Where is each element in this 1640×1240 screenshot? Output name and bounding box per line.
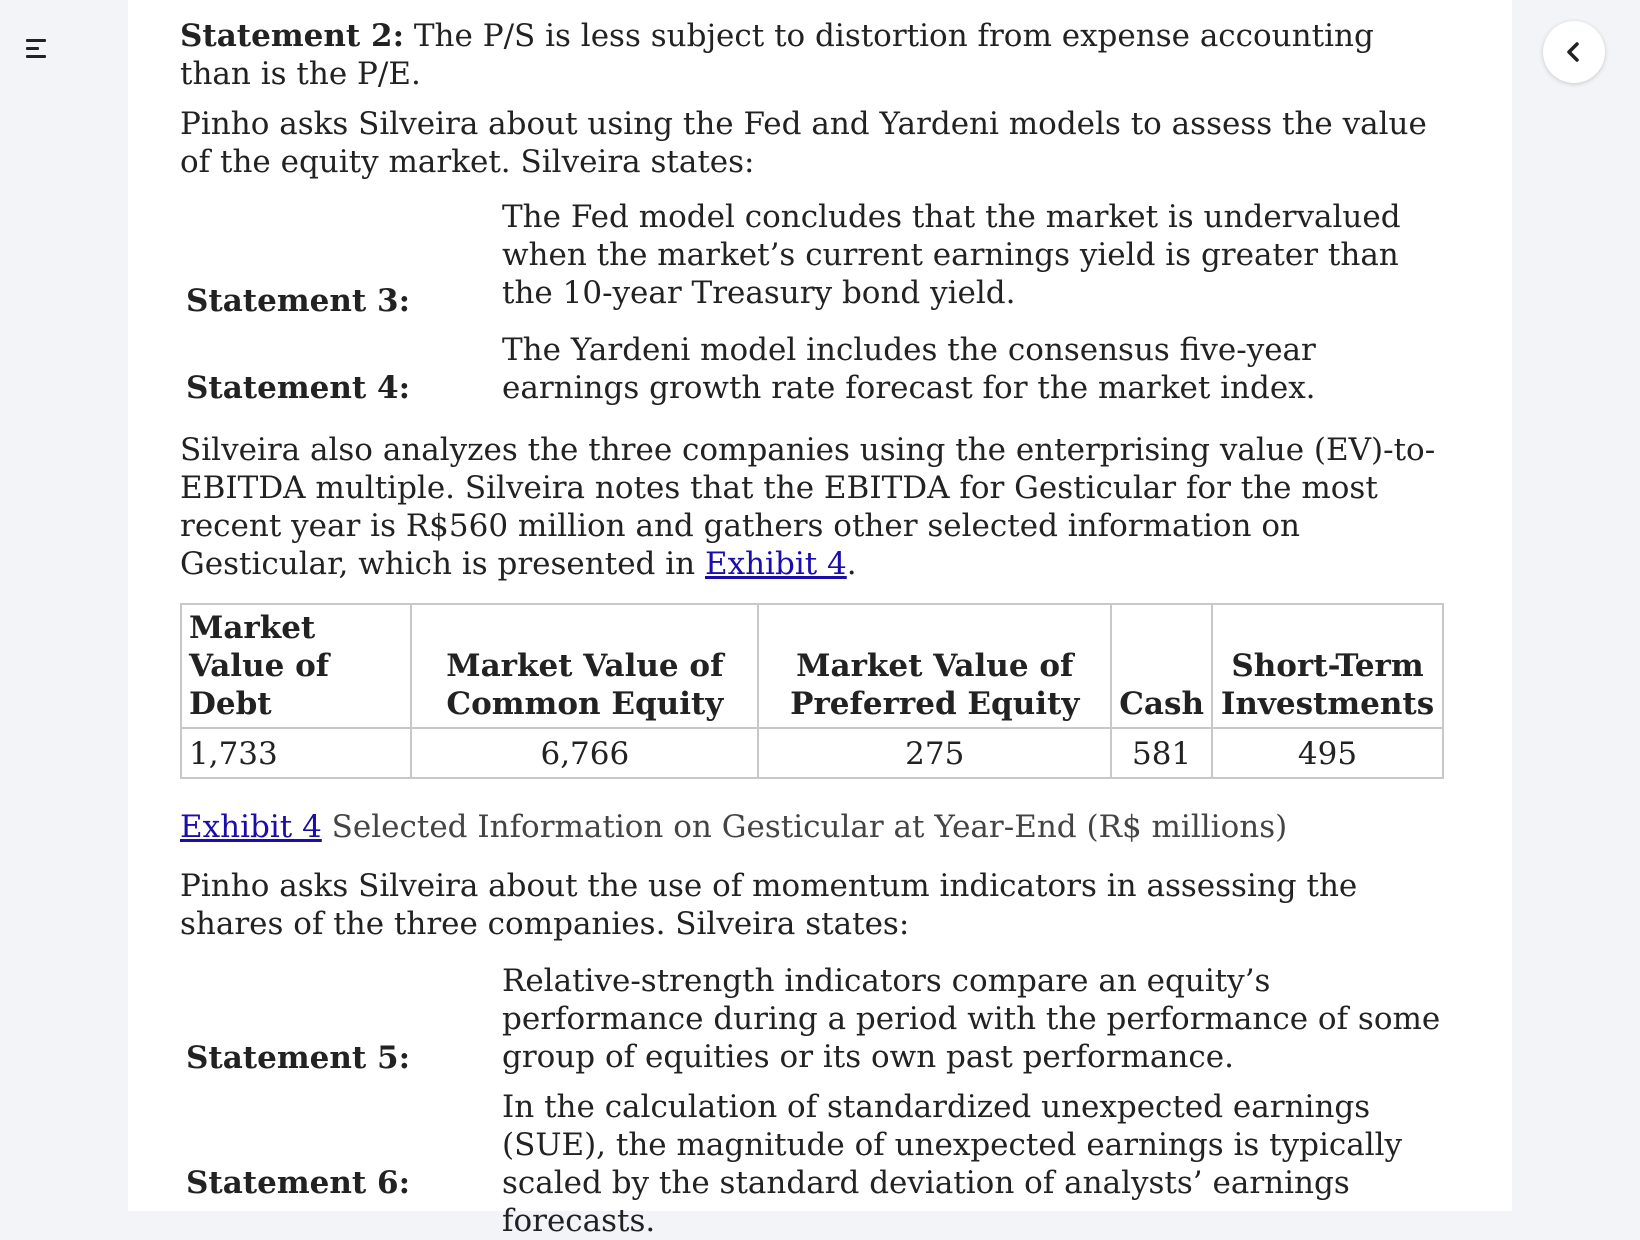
fed-yardeni-intro: Pinho asks Silveira about using the Fed and Yardeni models to assess the value of the equity market. Silveira states: [180, 106, 1427, 180]
statement-4-text: The Yardeni model includes the consensus five-year earnings growth rate forecast for the market index. [502, 332, 1316, 406]
header-cash: Cash [1111, 604, 1212, 728]
header-short-term-investments: Short-Term Investments [1212, 604, 1443, 728]
table-row [181, 728, 1443, 778]
ev-ebitda-paragraph [180, 431, 1450, 583]
exhibit-4-caption-link[interactable]: Exhibit 4 [180, 809, 322, 845]
cell-market-value-preferred-equity: 275 [758, 728, 1111, 778]
statement-3-label: Statement 3: [186, 283, 411, 319]
cell-cash: 581 [1111, 728, 1212, 778]
statement-4-label: Statement 4: [186, 370, 411, 406]
chevron-left-icon [1564, 41, 1584, 63]
statement-2-paragraph [180, 17, 1450, 93]
statement-2-label: Statement 2: [180, 18, 405, 54]
statement-2-text: The P/S is less subject to distortion from expense accounting than is the P/E. [180, 18, 1374, 92]
exhibit-4-table [180, 603, 1444, 779]
statement-6-text: In the calculation of standardized unexpected earnings (SUE), the magnitude of unexpected earnings is typically scaled by the standard deviation of analysts’ earnings forecasts. [502, 1089, 1403, 1239]
statement-5-label: Statement 5: [186, 1040, 411, 1076]
cell-market-value-common-equity: 6,766 [411, 728, 758, 778]
table-header-row [181, 604, 1443, 728]
exhibit-4-link[interactable]: Exhibit 4 [704, 546, 847, 582]
statement-5-text: Relative-strength indicators compare an equity’s performance during a period with the performance of some group of equities or its own past performance. [502, 963, 1441, 1075]
statement-6-label: Statement 6: [186, 1165, 411, 1201]
exhibit-4-caption-text: Selected Information on Gesticular at Year-End (R$ millions) [321, 809, 1288, 845]
statement-3-text: The Fed model concludes that the market is undervalued when the market’s current earnings yield is greater than the 10-year Treasury bond yield. [502, 199, 1401, 311]
momentum-intro: Pinho asks Silveira about the use of momentum indicators in assessing the shares of the three companies. Silveira states: [180, 868, 1358, 942]
back-button[interactable] [1543, 21, 1605, 83]
header-market-value-preferred-equity: Market Value of Preferred Equity [758, 604, 1111, 728]
exhibit-4-caption [180, 808, 1450, 846]
header-market-value-common-equity: Market Value of Common Equity [411, 604, 758, 728]
header-market-value-debt: Market Value of Debt [181, 604, 411, 728]
ev-ebitda-text: Silveira also analyzes the three companies using the enterprising value (EV)-to-EBITDA multiple. Silveira notes that the EBITDA for Gesticular for the most recent year is R$560 million and gathers other selected information on Gesticular, which is presented in [180, 432, 1436, 582]
ev-ebitda-period: . [846, 546, 857, 582]
cell-short-term-investments: 495 [1212, 728, 1443, 778]
menu-button[interactable] [22, 32, 50, 64]
cell-market-value-debt: 1,733 [181, 728, 411, 778]
